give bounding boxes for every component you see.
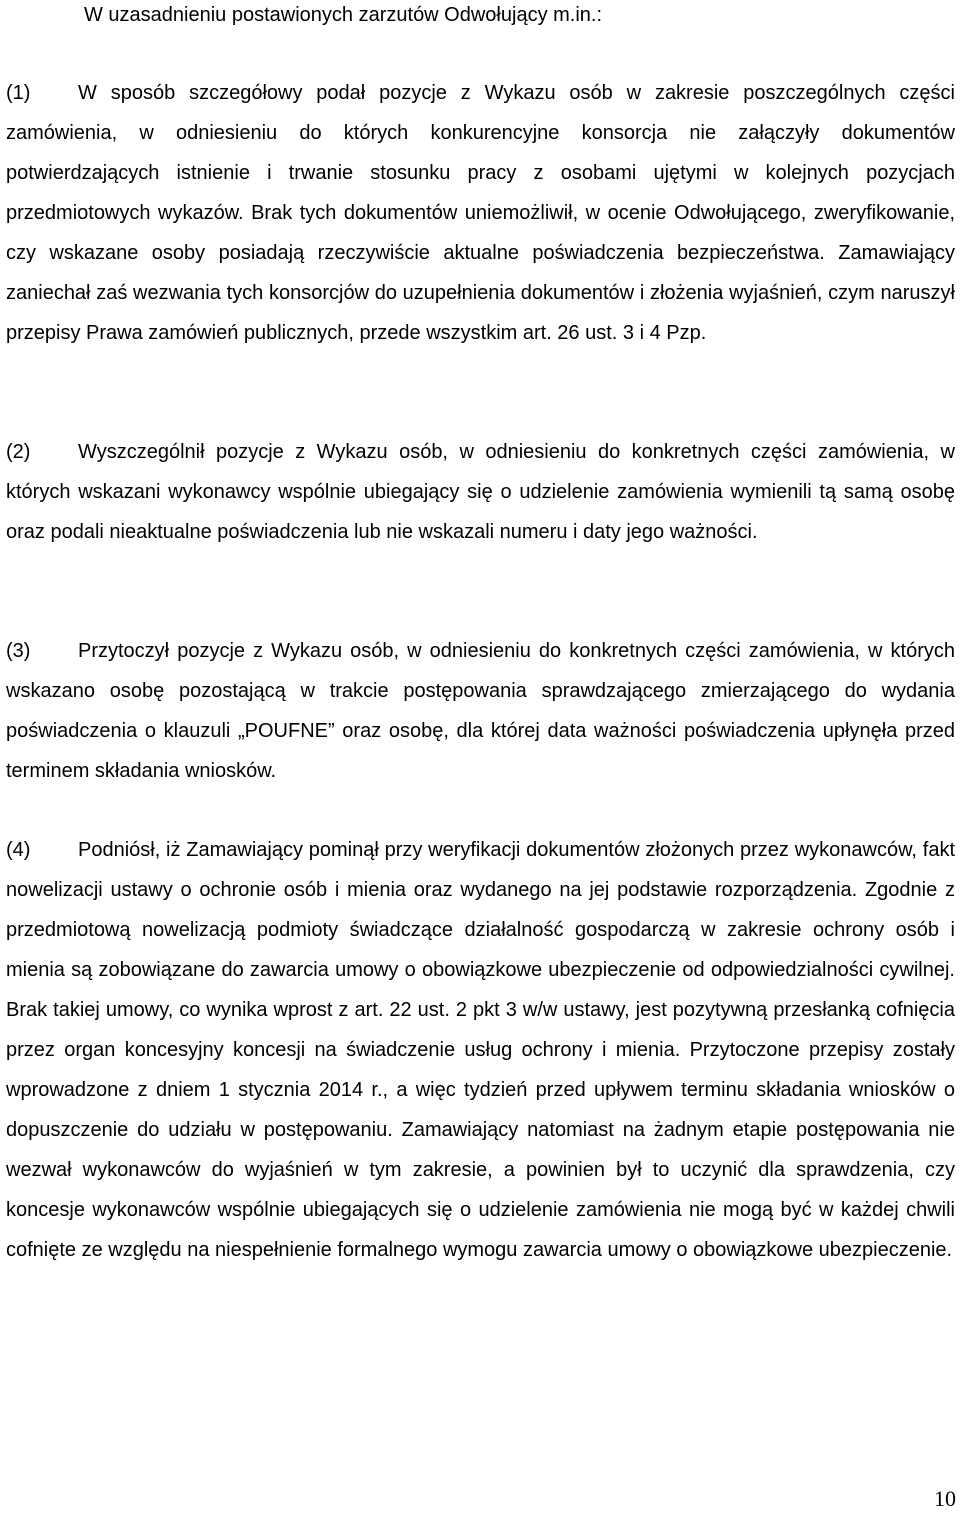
point-3 [6, 631, 955, 791]
intro-paragraph: W uzasadnieniu postawionych zarzutów Odwołujący m.in.: [84, 4, 603, 26]
page-number: 10 [934, 1486, 956, 1511]
point-4-number: (4) [6, 839, 31, 861]
point-4 [6, 830, 955, 1270]
point-1 [6, 73, 955, 353]
point-2-text: Wyszczególnił pozycje z Wykazu osób, w odniesieniu do konkretnych części zamówienia, w których wskazani wykonawcy wspólnie ubiegający się o udzielenie zamówienia wymienili tą samą osobę oraz podali nieaktualne poświadczenia lub nie wskazali numeru i daty jego ważności. [6, 441, 955, 543]
point-4-text: Podniósł, iż Zamawiający pominął przy weryfikacji dokumentów złożonych przez wykonawców, fakt nowelizacji ustawy o ochronie osób i mienia oraz wydanego na jej podstawie rozporządzenia. Zgodnie z przedmiotową nowelizacją podmioty świadczące działalność gospodarczą w zakresie ochrony osób i mienia są zobowiązane do zawarcia umowy o obowiązkowe ubezpieczenie od odpowiedzialności cywilnej. Brak takiej umowy, co wynika wprost z art. 22 ust. 2 pkt 3 w/w ustawy, jest pozytywną przesłanką cofnięcia przez organ koncesyjny koncesji na świadczenie usług ochrony i mienia. Przytoczone przepisy zostały wprowadzone z dniem 1 stycznia 2014 r., a więc tydzień przed upływem terminu składania wniosków o dopuszczenie do udziału w postępowaniu. Zamawiający natomiast na żadnym etapie postępowania nie wezwał wykonawców do wyjaśnień w tym zakresie, a powinien był to uczynić dla sprawdzenia, czy koncesje wykonawców wspólnie ubiegających się o udzielenie zamówienia nie mogą być w każdej chwili cofnięte ze względu na niespełnienie formalnego wymogu zawarcia umowy o obowiązkowe ubezpieczenie. [6, 839, 955, 1261]
point-1-text: W sposób szczegółowy podał pozycje z Wykazu osób w zakresie poszczególnych części zamówienia, w odniesieniu do których konkurencyjne konsorcja nie załączyły dokumentów potwierdzających istnienie i trwanie stosunku pracy z osobami ujętymi w kolejnych pozycjach przedmiotowych wykazów. Brak tych dokumentów uniemożliwił, w ocenie Odwołującego, zweryfikowanie, czy wskazane osoby posiadają rzeczywiście aktualne poświadczenia bezpieczeństwa. Zamawiający zaniechał zaś wezwania tych konsorcjów do uzupełnienia dokumentów i złożenia wyjaśnień, czym naruszył przepisy Prawa zamówień publicznych, przede wszystkim art. 26 ust. 3 i 4 Pzp. [6, 82, 955, 344]
point-3-text: Przytoczył pozycje z Wykazu osób, w odniesieniu do konkretnych części zamówienia, w których wskazano osobę pozostającą w trakcie postępowania sprawdzającego zmierzającego do wydania poświadczenia o klauzuli „POUFNE” oraz osobę, dla której data ważności poświadczenia upłynęła przed terminem składania wniosków. [6, 640, 955, 782]
point-1-number: (1) [6, 82, 31, 104]
point-2 [6, 432, 955, 552]
point-3-number: (3) [6, 640, 31, 662]
point-2-number: (2) [6, 441, 31, 463]
